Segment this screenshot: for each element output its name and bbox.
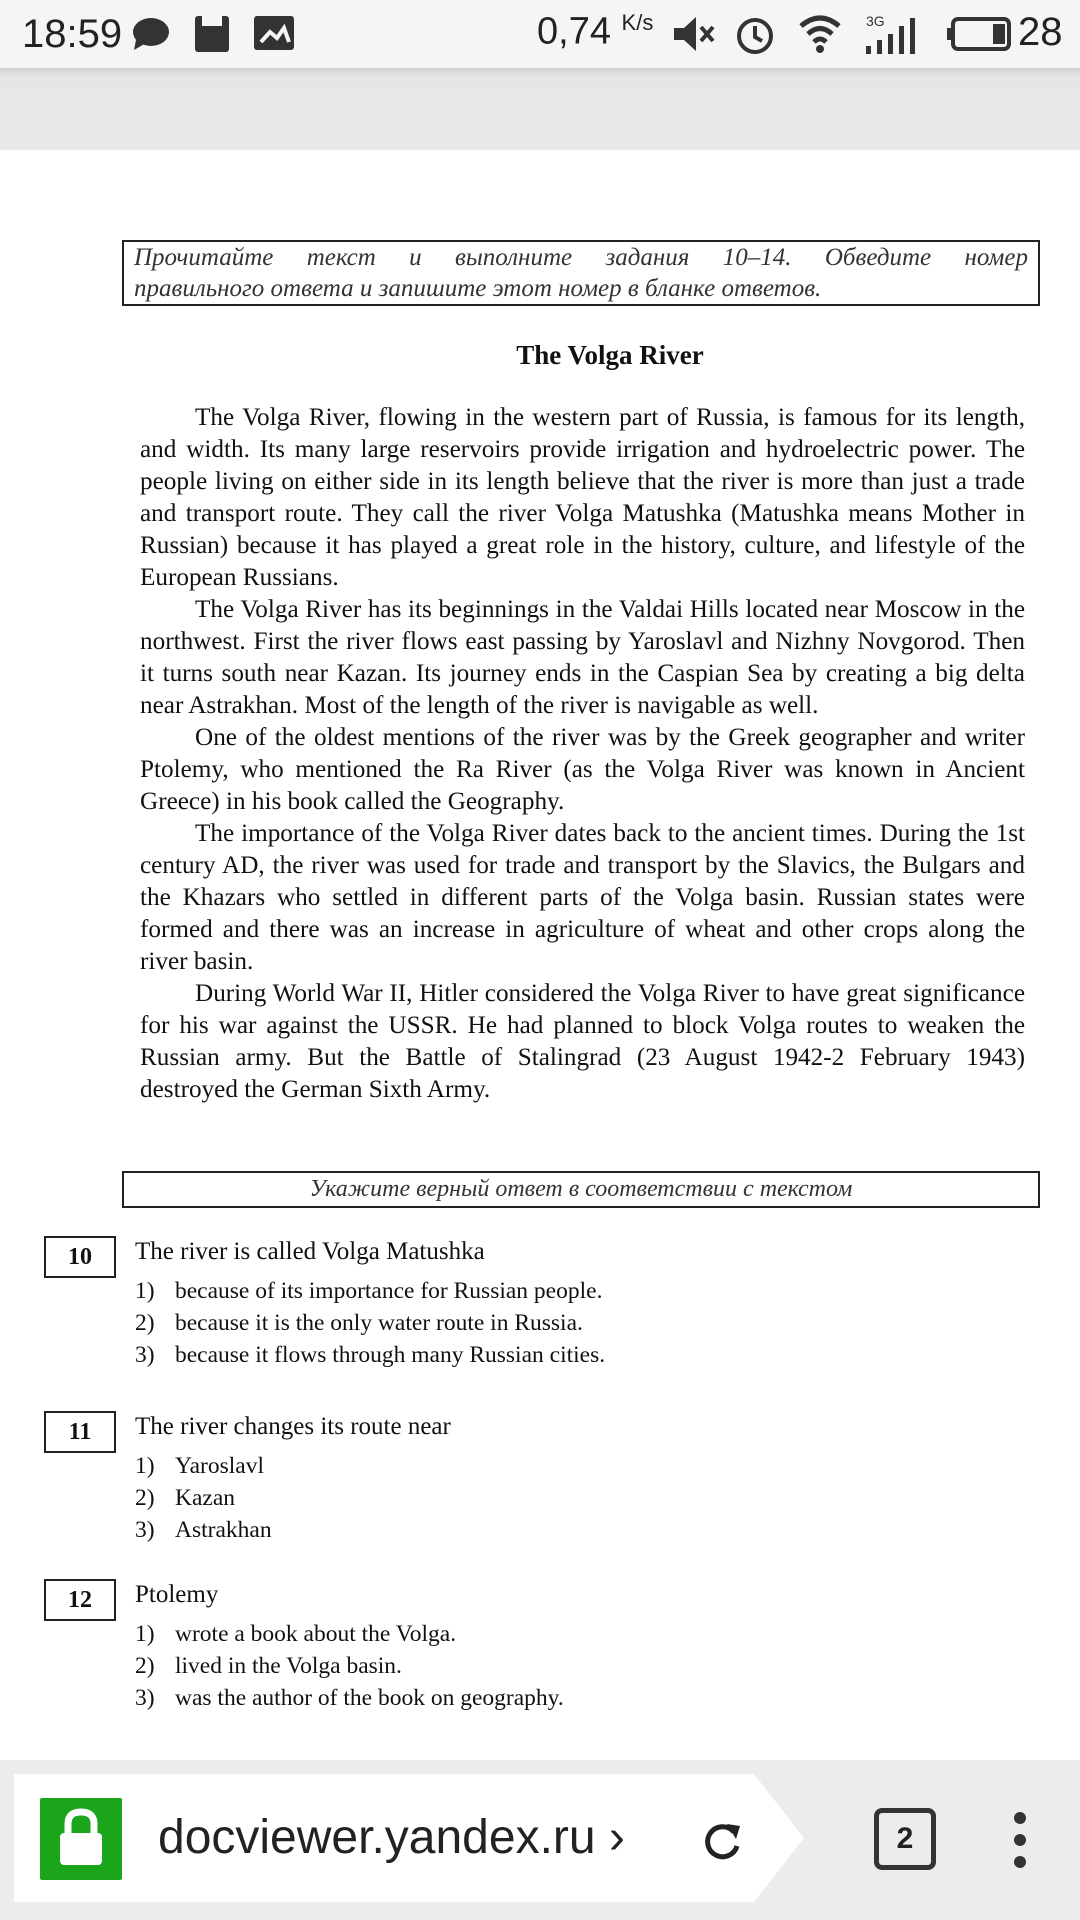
battery-level: 28 [1018,10,1063,54]
instruction-line-1: Прочитайте текст и выполните задания 10–14. Обведите номер [134,244,1028,271]
network-type: 3G [866,13,885,29]
option-number: 1) [135,1453,155,1479]
save-icon [193,14,233,54]
more-menu-icon[interactable] [1010,1810,1030,1870]
answer-option [135,1485,235,1512]
clock: 18:59 [22,12,123,56]
option-text: because it is the only water route in Russia. [175,1310,583,1336]
option-text: because of its importance for Russian people. [175,1278,603,1304]
option-number: 2) [135,1310,155,1336]
question-stem: The river is called Volga Matushka [135,1238,485,1265]
paragraph: The Volga River, flowing in the western part of Russia, is famous for its length, and width. Its many large reservoirs provide irrigation and hydroelectric power. The people living on either side in its length believe that the river is more than just a trade and transport route. They call the river Volga Matushka (Matushka means Mother in Russian) because it has played a great role in the history, culture, and lifestyle of the European Russians. [140,404,1025,591]
option-text: Kazan [175,1485,236,1511]
paragraph: One of the oldest mentions of the river was by the Greek geographer and writer Ptolemy, who mentioned the Ra River (as the Volga River was known in Ancient Greece) in his book called the Geography. [140,724,1025,815]
lock-icon [40,1798,122,1880]
answer-option [135,1453,264,1480]
answer-option [135,1685,564,1712]
paragraph: The Volga River has its beginnings in the Valdai Hills located near Moscow in the northwest. First the river flows east passing by Yaroslavl and Nizhny Novgorod. Then it turns south near Kazan. Its journey ends in the Caspian Sea by creating a big delta near Astrakhan. Most of the length of the river is navigable as well. [140,596,1025,719]
document-page [0,150,1080,1760]
option-number: 2) [135,1485,155,1511]
question-number: 12 [44,1579,116,1621]
option-text: Astrakhan [175,1517,272,1543]
option-number: 1) [135,1278,155,1304]
option-text: wrote a book about the Volga. [175,1621,457,1647]
reload-icon[interactable] [700,1820,744,1864]
option-number: 2) [135,1653,155,1679]
option-text: because it flows through many Russian cities. [175,1342,606,1368]
answer-option [135,1653,402,1680]
option-number: 3) [135,1342,155,1368]
url-text[interactable]: docviewer.yandex.ru › [158,1811,625,1864]
option-text: Yaroslavl [175,1453,265,1479]
browser-bottom-bar [0,1760,1080,1920]
paragraph: The importance of the Volga River dates back to the ancient times. During the 1st century AD, the river was used for trade and transport by the Slavics, the Bulgars and the Khazars who settled in different parts of the Volga basin. Russian states were formed and there was an increase in agriculture of wheat and other crops along the river basin. [140,820,1025,975]
answer-option [135,1621,456,1648]
option-number: 3) [135,1685,155,1711]
paragraph: During World War II, Hitler considered the Volga River to have great significance for his war against the USSR. He had planned to block Volga routes to weaken the Russian army. But the Battle of Stalingrad (23 August 1942-2 February 1943) destroyed the German Sixth Army. [140,980,1025,1103]
option-text: was the author of the book on geography. [175,1685,564,1711]
network-speed-unit: K/s [621,10,654,35]
signal-icon [862,12,922,56]
network-speed-value: 0,74 [537,10,611,53]
chat-icon [130,16,170,52]
answer-option [135,1278,602,1305]
answer-option [135,1310,583,1337]
question-stem: The river changes its route near [135,1413,451,1440]
secure-connection-button[interactable] [40,1798,122,1880]
option-number: 1) [135,1621,155,1647]
toolbar-shadow [0,68,1080,150]
status-bar [0,0,1080,68]
alarm-icon [734,14,776,56]
network-speed [537,10,653,54]
mute-icon [672,14,716,54]
question-stem: Ptolemy [135,1581,219,1608]
wifi-icon [798,14,842,54]
option-number: 3) [135,1517,155,1543]
text-title: The Volga River [516,340,704,370]
answer-option [135,1517,272,1544]
instruction-line-2: правильного ответа и запишите этот номер в бланке ответов. [134,275,822,302]
battery-icon [945,16,1015,52]
gallery-icon [253,14,295,54]
reading-text [140,402,1025,1106]
option-text: lived in the Volga basin. [175,1653,402,1679]
task-instruction: Укажите верный ответ в соответствии с текстом [122,1171,1040,1208]
question-number: 11 [44,1411,116,1453]
answer-option [135,1342,605,1369]
question-number: 10 [44,1236,116,1278]
tab-switcher-button[interactable]: 2 [874,1808,936,1870]
reading-instruction [122,240,1040,306]
